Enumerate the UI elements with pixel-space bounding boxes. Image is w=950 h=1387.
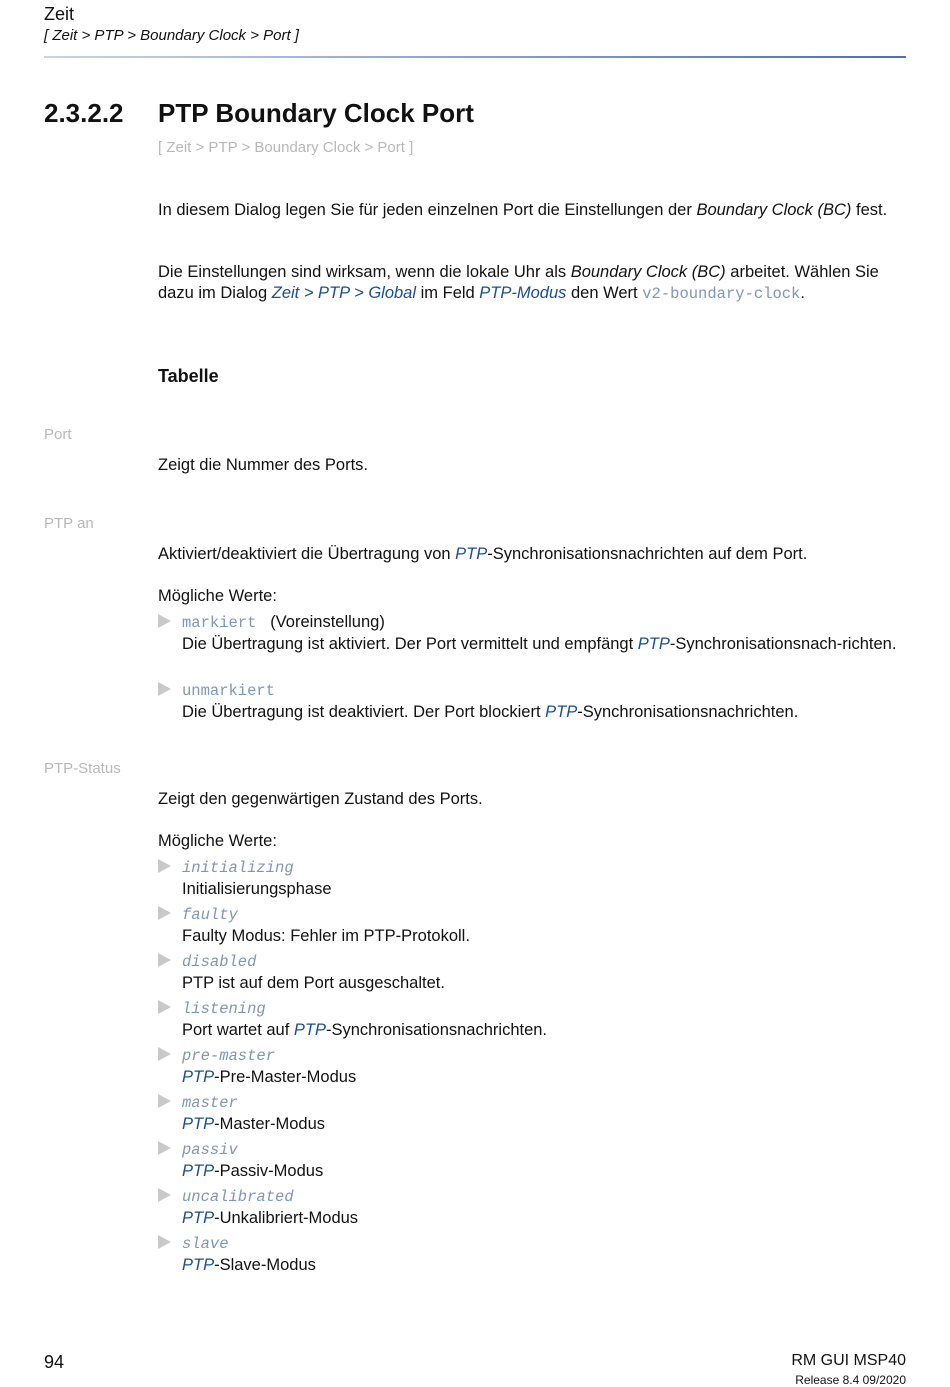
port-description: Zeigt die Nummer des Ports. xyxy=(158,456,368,474)
list-item: slave PTP-Slave-Modus xyxy=(158,1233,908,1276)
list-item: markiert (Voreinstellung) Die Übertragung ist aktiviert. Der Port vermittelt und empfängt PTP-Synchronisationsnach-richten. xyxy=(158,612,908,655)
section-number: 2.3.2.2 xyxy=(44,98,124,128)
ptp-an-description: Aktiviert/deaktiviert die Übertragung von PTP-Synchronisationsnachrichten auf dem Port. xyxy=(158,545,808,563)
intro-paragraph-2: Die Einstellungen sind wirksam, wenn die lokale Uhr als Boundary Clock (BC) arbeitet. Wählen Sie dazu im Dialog Zeit > PTP > Global im Feld PTP-Modus den Wert v2-boundary-clock. xyxy=(158,263,879,303)
bullet-triangle-icon xyxy=(158,1000,171,1014)
param-label-ptp-an: PTP an xyxy=(44,515,94,532)
section-breadcrumb: [ Zeit > PTP > Boundary Clock > Port ] xyxy=(158,139,414,156)
ptp-an-values-label: Mögliche Werte: xyxy=(158,587,277,605)
list-item: initializing Initialisierungsphase xyxy=(158,857,908,900)
bullet-triangle-icon xyxy=(158,1188,171,1202)
param-label-port: Port xyxy=(44,426,72,443)
footer-doc-name: RM GUI MSP40 xyxy=(791,1352,906,1369)
bullet-triangle-icon xyxy=(158,906,171,920)
dialog-link[interactable]: Zeit > PTP > Global xyxy=(271,284,417,302)
ptp-status-values-label: Mögliche Werte: xyxy=(158,832,277,850)
page-number: 94 xyxy=(44,1352,65,1372)
field-name: PTP-Modus xyxy=(479,284,567,302)
bullet-triangle-icon xyxy=(158,1141,171,1155)
list-item: uncalibrated PTP-Unkalibriert-Modus xyxy=(158,1186,908,1229)
bullet-triangle-icon xyxy=(158,1235,171,1249)
bullet-triangle-icon xyxy=(158,614,171,628)
list-item: faulty Faulty Modus: Fehler im PTP-Protokoll. xyxy=(158,904,908,947)
list-item: disabled PTP ist auf dem Port ausgeschaltet. xyxy=(158,951,908,994)
bullet-triangle-icon xyxy=(158,953,171,967)
ptp-status-description: Zeigt den gegenwärtigen Zustand des Ports. xyxy=(158,790,483,808)
intro-paragraph-1: In diesem Dialog legen Sie für jeden einzelnen Port die Einstellungen der Boundary Clock (BC) fest. xyxy=(158,201,888,219)
list-item: pre-master PTP-Pre-Master-Modus xyxy=(158,1045,908,1088)
bullet-triangle-icon xyxy=(158,682,171,696)
value-code: v2-boundary-clock xyxy=(642,285,801,303)
table-heading: Tabelle xyxy=(158,366,219,386)
list-item: passiv PTP-Passiv-Modus xyxy=(158,1139,908,1182)
running-header-breadcrumb: [ Zeit > PTP > Boundary Clock > Port ] xyxy=(44,27,299,44)
bullet-triangle-icon xyxy=(158,1047,171,1061)
section-title: PTP Boundary Clock Port xyxy=(158,98,474,128)
running-header-title: Zeit xyxy=(44,4,75,24)
list-item: unmarkiert Die Übertragung ist deaktiviert. Der Port blockiert PTP-Synchronisationsnachrichten. xyxy=(158,680,908,723)
footer-release: Release 8.4 09/2020 xyxy=(795,1373,906,1387)
list-item: master PTP-Master-Modus xyxy=(158,1092,908,1135)
bullet-triangle-icon xyxy=(158,859,171,873)
bullet-triangle-icon xyxy=(158,1094,171,1108)
header-divider xyxy=(44,56,906,58)
list-item: listening Port wartet auf PTP-Synchronisationsnachrichten. xyxy=(158,998,908,1041)
param-label-ptp-status: PTP-Status xyxy=(44,760,121,777)
